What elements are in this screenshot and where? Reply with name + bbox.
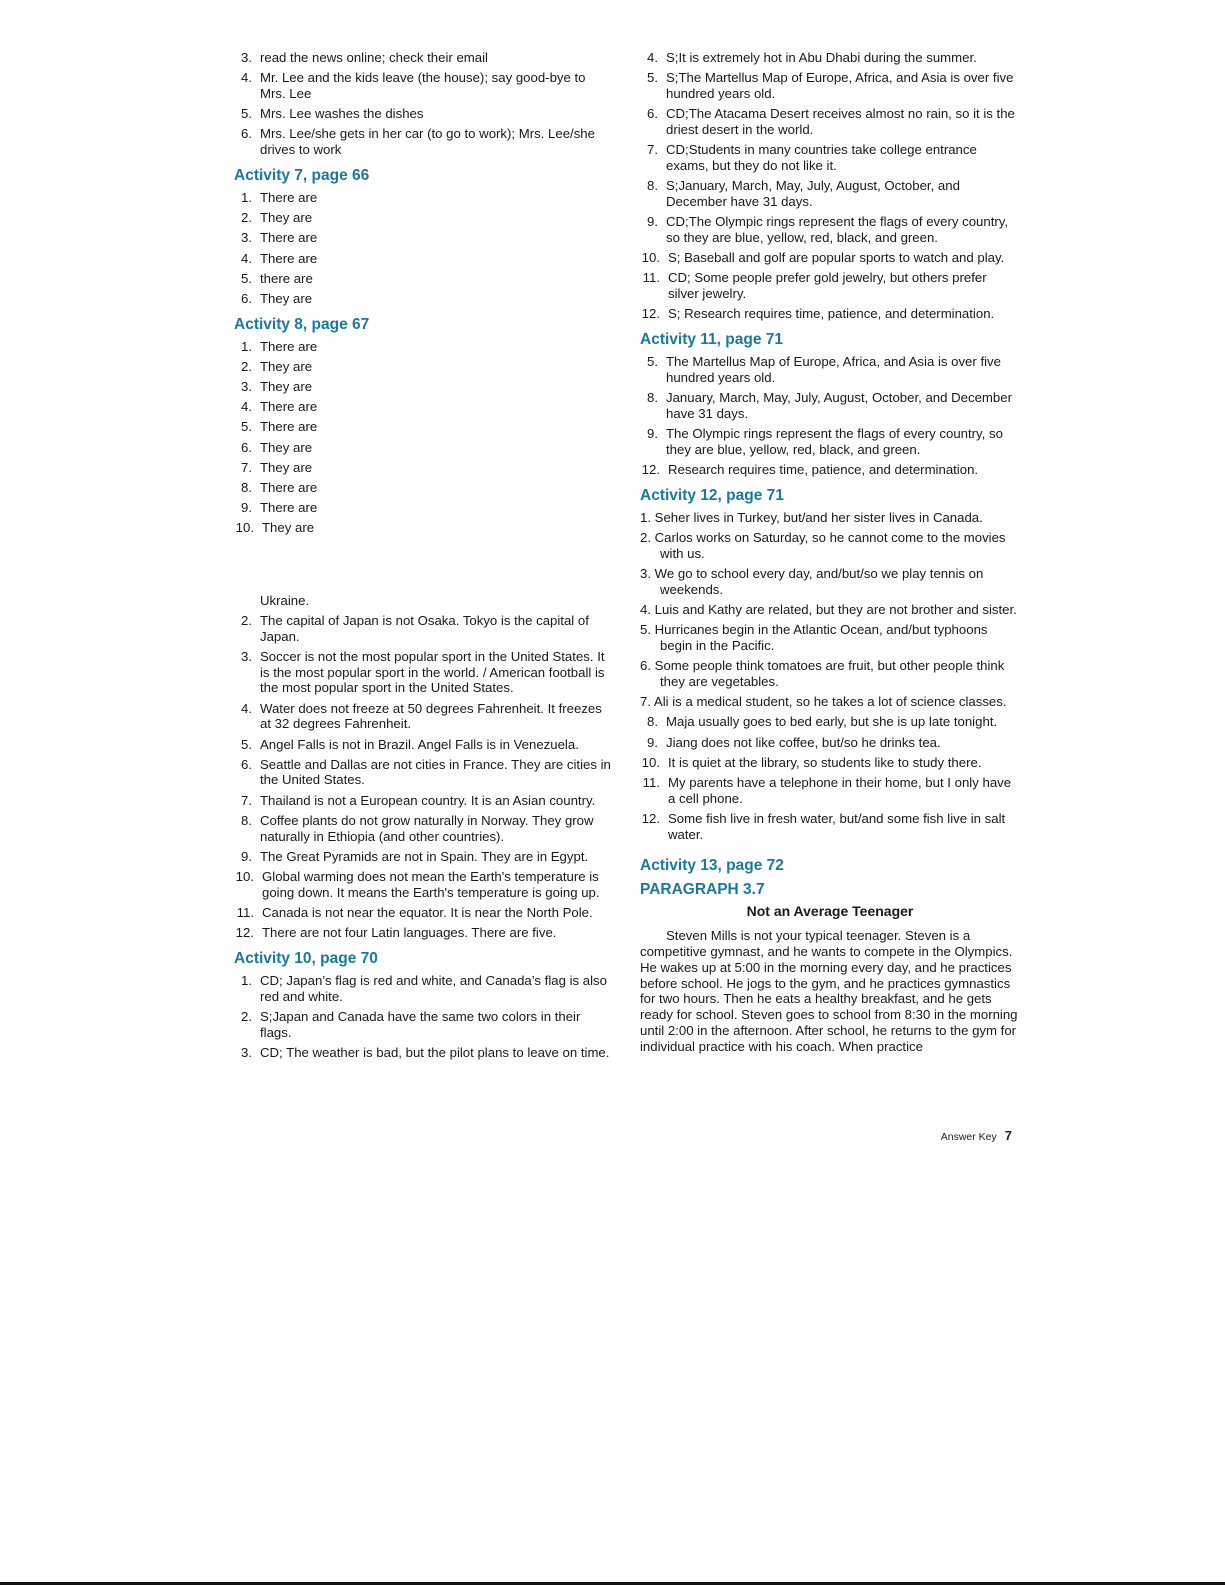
item-text: CD; Japan’s flag is red and white, and Canada’s flag is also red and white.	[260, 973, 607, 1004]
item-text: They are	[260, 439, 313, 455]
item-number: 4.	[241, 70, 252, 86]
item-number: 11.	[236, 905, 254, 921]
item-text: They are	[260, 358, 313, 374]
item-text: CD; Some people prefer gold jewelry, but others prefer silver jewelry.	[668, 270, 987, 302]
item-number: 12.	[641, 810, 660, 826]
footer-label: Answer Key	[940, 1131, 997, 1143]
list-item	[640, 250, 1020, 266]
right-column	[640, 50, 1020, 1055]
list-item	[640, 306, 1020, 322]
left-column	[234, 50, 612, 1065]
activity-13-heading: Activity 13, page 72	[640, 857, 784, 875]
list-item	[640, 214, 1020, 246]
item-text: Research requires time, patience, and determination.	[668, 462, 979, 478]
item-number: 8.	[647, 390, 658, 406]
activity-11-list	[640, 354, 1020, 478]
item-number: 3.	[241, 230, 252, 246]
activity-8-heading: Activity 8, page 67	[234, 315, 370, 333]
list-item	[640, 462, 1020, 478]
item-number: 4.	[241, 399, 252, 415]
item-text: There are	[260, 399, 318, 415]
item-text: Water does not freeze at 50 degrees Fahrenheit. It freezes at 32 degrees Fahrenheit.	[260, 700, 602, 732]
list-item	[234, 230, 612, 246]
item-text: there are	[260, 270, 313, 286]
item-number: 6.	[647, 106, 658, 122]
list-item	[234, 251, 612, 267]
list-item	[640, 142, 1020, 174]
activity-7-list	[234, 190, 612, 307]
page-footer	[941, 1128, 1012, 1143]
list-item: 2. Carlos works on Saturday, so he cannot come to the movies with us.	[640, 530, 1006, 561]
item-number: 8.	[241, 812, 252, 828]
item-text: There are	[260, 250, 318, 266]
list-item: 6. Some people think tomatoes are fruit, but other people think they are vegetables.	[640, 658, 1005, 689]
item-number: 6.	[241, 756, 252, 772]
list-item	[234, 757, 612, 789]
list-item: 1. Seher lives in Turkey, but/and her sister lives in Canada.	[640, 509, 983, 525]
item-number: 3.	[241, 648, 252, 664]
item-text: CD; The weather is bad, but the pilot plans to leave on time.	[260, 1044, 610, 1060]
item-text: CD;Students in many countries take college entrance exams, but they do not like it.	[666, 142, 977, 173]
item-text: Mrs. Lee/she gets in her car (to go to work); Mrs. Lee/she drives to work	[260, 126, 595, 158]
item-text: My parents have a telephone in their home, but I only have a cell phone.	[668, 774, 1012, 806]
item-text: read the news online; check their email	[260, 50, 488, 65]
activity-9-list	[234, 613, 612, 941]
item-number: 8.	[241, 480, 252, 495]
activity-12-list-b	[640, 714, 1020, 842]
activity-12-heading: Activity 12, page 71	[640, 486, 784, 504]
list-item	[234, 869, 612, 901]
item-number: 11.	[642, 270, 660, 286]
item-number: 1.	[241, 338, 252, 354]
activity-10-continued-list	[640, 50, 1020, 322]
item-text: Coffee plants do not grow naturally in Norway. They grow naturally in Ethiopia (and other countries).	[260, 812, 594, 844]
item-text: Global warming does not mean the Earth's temperature is going down. It means the Earth's temperature is going up.	[262, 869, 600, 900]
item-number: 9.	[647, 214, 658, 230]
item-number: 4.	[241, 250, 252, 266]
list-item	[234, 813, 612, 845]
item-text: S;The Martellus Map of Europe, Africa, and Asia is over five hundred years old.	[666, 70, 1014, 101]
item-text: Angel Falls is not in Brazil. Angel Falls is in Venezuela.	[260, 736, 579, 752]
item-number: 1.	[241, 973, 252, 988]
list-item	[234, 793, 612, 809]
item-number: 10.	[235, 869, 254, 885]
list-item	[234, 126, 612, 158]
item-number: 9.	[241, 500, 252, 516]
list-item: 5. Hurricanes begin in the Atlantic Ocean, and/but typhoons begin in the Pacific.	[640, 622, 988, 653]
item-text: Mrs. Lee washes the dishes	[260, 106, 424, 122]
item-number: 3.	[241, 50, 252, 65]
item-text: Mr. Lee and the kids leave (the house); say good-bye to Mrs. Lee	[260, 70, 586, 101]
activity-10-list	[234, 973, 612, 1061]
list-item	[640, 714, 1020, 730]
list-item	[640, 775, 1020, 807]
item-text: The Olympic rings represent the flags of every country, so they are blue, yellow, red, black, and green.	[666, 426, 1003, 457]
item-text: There are	[260, 419, 318, 435]
list-item: 7. Ali is a medical student, so he takes a lot of science classes.	[640, 694, 1007, 710]
list-item	[234, 379, 612, 395]
list-item	[640, 755, 1020, 771]
item-number: 6.	[241, 439, 252, 455]
list-item: 3. We go to school every day, and/but/so we play tennis on weekends.	[640, 566, 984, 597]
item-number: 12.	[235, 925, 254, 941]
item-number: 2.	[241, 210, 252, 226]
item-number: 8.	[647, 178, 658, 194]
item-text: S;Japan and Canada have the same two colors in their flags.	[260, 1008, 581, 1040]
item-text: They are	[260, 210, 313, 226]
activity-11-heading: Activity 11, page 71	[640, 331, 784, 349]
story-title: Not an Average Teenager	[746, 903, 914, 920]
list-item	[640, 50, 1020, 66]
item-number: 5.	[241, 106, 252, 122]
item-number: 10.	[641, 754, 660, 770]
list-item	[234, 649, 612, 696]
list-item	[640, 70, 1020, 102]
item-text: CD;The Atacama Desert receives almost no rain, so it is the driest desert in the world.	[666, 106, 1015, 137]
item-number: 4.	[647, 50, 658, 65]
list-item	[234, 520, 612, 536]
item-text: Some fish live in fresh water, but/and some fish live in salt water.	[668, 810, 1006, 842]
page-number: 7	[1004, 1128, 1012, 1143]
item-text: Thailand is not a European country. It is an Asian country.	[260, 792, 596, 808]
list-item	[640, 735, 1020, 751]
item-number: 4.	[241, 700, 252, 716]
item-number: 7.	[241, 792, 252, 808]
item-text: S;It is extremely hot in Abu Dhabi during the summer.	[666, 50, 977, 65]
story-paragraph: Steven Mills is not your typical teenager. Steven is a competitive gymnast, and he wants to compete in the Olympics. He wakes up at 5:00 in the morning every day, and he practices before school. He jogs to the gym, and he practices gymnastics for two hours. Then he eats a healthy breakfast, and he gets ready for school. Steven goes to school from 8:30 in the morning until 2:00 in the afternoon. After school, he returns to the gym for individual practice with his coach. When practice	[640, 928, 1018, 1054]
list-item	[234, 339, 612, 355]
item-number: 5.	[241, 736, 252, 752]
item-number: 5.	[241, 270, 252, 286]
item-text: It is quiet at the library, so students like to study there.	[668, 754, 982, 770]
list-item	[234, 1045, 612, 1061]
item-text: They are	[260, 290, 313, 306]
item-text: S; Research requires time, patience, and determination.	[668, 306, 995, 322]
item-text: Maja usually goes to bed early, but she is up late tonight.	[666, 714, 998, 730]
item-number: 2.	[241, 1008, 252, 1024]
item-text: There are	[260, 500, 318, 516]
activity-12-list-a	[640, 510, 1020, 710]
item-number: 12.	[641, 462, 660, 478]
item-number: 6.	[241, 126, 252, 142]
item-number: 9.	[241, 848, 252, 864]
item-text: The Great Pyramids are not in Spain. They are in Egypt.	[260, 848, 589, 864]
list-item	[234, 500, 612, 516]
list-item	[234, 440, 612, 456]
list-item	[234, 701, 612, 733]
item-text: There are	[260, 480, 318, 495]
list-item	[234, 905, 612, 921]
item-number: 9.	[647, 734, 658, 750]
item-number: 5.	[647, 70, 658, 86]
item-text: They are	[260, 379, 313, 395]
item-number: 2.	[241, 612, 252, 628]
activity-6-continued	[234, 50, 612, 158]
list-item	[234, 737, 612, 753]
item-number: 12.	[641, 306, 660, 322]
item-text: Seattle and Dallas are not cities in France. They are cities in the United States.	[260, 756, 611, 788]
item-number: 5.	[241, 419, 252, 435]
item-text: There are	[260, 189, 318, 205]
list-item	[234, 359, 612, 375]
list-item	[234, 1009, 612, 1041]
list-item: 4. Luis and Kathy are related, but they are not brother and sister.	[640, 601, 1017, 617]
blank-gap	[234, 541, 612, 593]
list-item	[234, 210, 612, 226]
item-text: S;January, March, May, July, August, October, and December have 31 days.	[666, 178, 960, 209]
list-item	[234, 106, 612, 122]
list-item	[234, 291, 612, 307]
list-item	[640, 390, 1020, 422]
item-number: 10.	[641, 250, 660, 266]
item-number: 3.	[241, 1044, 252, 1060]
ukraine-fragment: Ukraine.	[260, 592, 310, 608]
list-item	[640, 426, 1020, 458]
list-item	[234, 460, 612, 476]
activity-10-heading: Activity 10, page 70	[234, 950, 378, 967]
list-item	[640, 270, 1020, 302]
list-item	[234, 399, 612, 415]
item-text: Soccer is not the most popular sport in the United States. It is the most popular sport in the world. / American football is the most popular sport in the United States.	[260, 648, 605, 696]
item-text: January, March, May, July, August, October, and December have 31 days.	[666, 390, 1012, 421]
item-text: They are	[262, 520, 315, 536]
list-item	[234, 613, 612, 645]
item-text: They are	[260, 459, 313, 475]
paragraph-heading: PARAGRAPH 3.7	[640, 881, 765, 899]
item-text: Canada is not near the equator. It is near the North Pole.	[262, 905, 593, 921]
list-item	[234, 849, 612, 865]
list-item	[234, 973, 612, 1005]
item-number: 5.	[647, 354, 658, 370]
item-text: There are	[260, 338, 318, 354]
list-item	[234, 925, 612, 941]
activity-8-list	[234, 339, 612, 536]
list-item	[234, 190, 612, 206]
item-number: 10.	[235, 520, 254, 536]
item-text: Jiang does not like coffee, but/so he drinks tea.	[666, 734, 941, 750]
item-text: There are not four Latin languages. There are five.	[262, 925, 557, 941]
list-item	[640, 106, 1020, 138]
list-item	[640, 178, 1020, 210]
item-number: 9.	[647, 426, 658, 442]
item-text: CD;The Olympic rings represent the flags of every country, so they are blue, yellow, red, black, and green.	[666, 214, 1009, 245]
list-item	[234, 271, 612, 287]
list-item	[234, 70, 612, 102]
item-text: S; Baseball and golf are popular sports to watch and play.	[668, 250, 1005, 266]
item-number: 2.	[241, 358, 252, 374]
item-text: The Martellus Map of Europe, Africa, and Asia is over five hundred years old.	[666, 354, 1001, 385]
list-item	[640, 354, 1020, 386]
item-number: 6.	[241, 290, 252, 306]
item-number: 8.	[647, 714, 658, 730]
item-number: 7.	[647, 142, 658, 158]
list-item	[234, 50, 612, 66]
item-number: 1.	[241, 189, 252, 205]
item-text: There are	[260, 230, 318, 246]
list-item	[234, 480, 612, 496]
item-number: 3.	[241, 379, 252, 395]
item-number: 7.	[241, 459, 252, 475]
item-number: 11.	[642, 774, 660, 790]
activity-7-heading: Activity 7, page 66	[234, 166, 370, 184]
item-text: The capital of Japan is not Osaka. Tokyo is the capital of Japan.	[260, 612, 589, 644]
list-item	[640, 811, 1020, 843]
list-item	[234, 419, 612, 435]
